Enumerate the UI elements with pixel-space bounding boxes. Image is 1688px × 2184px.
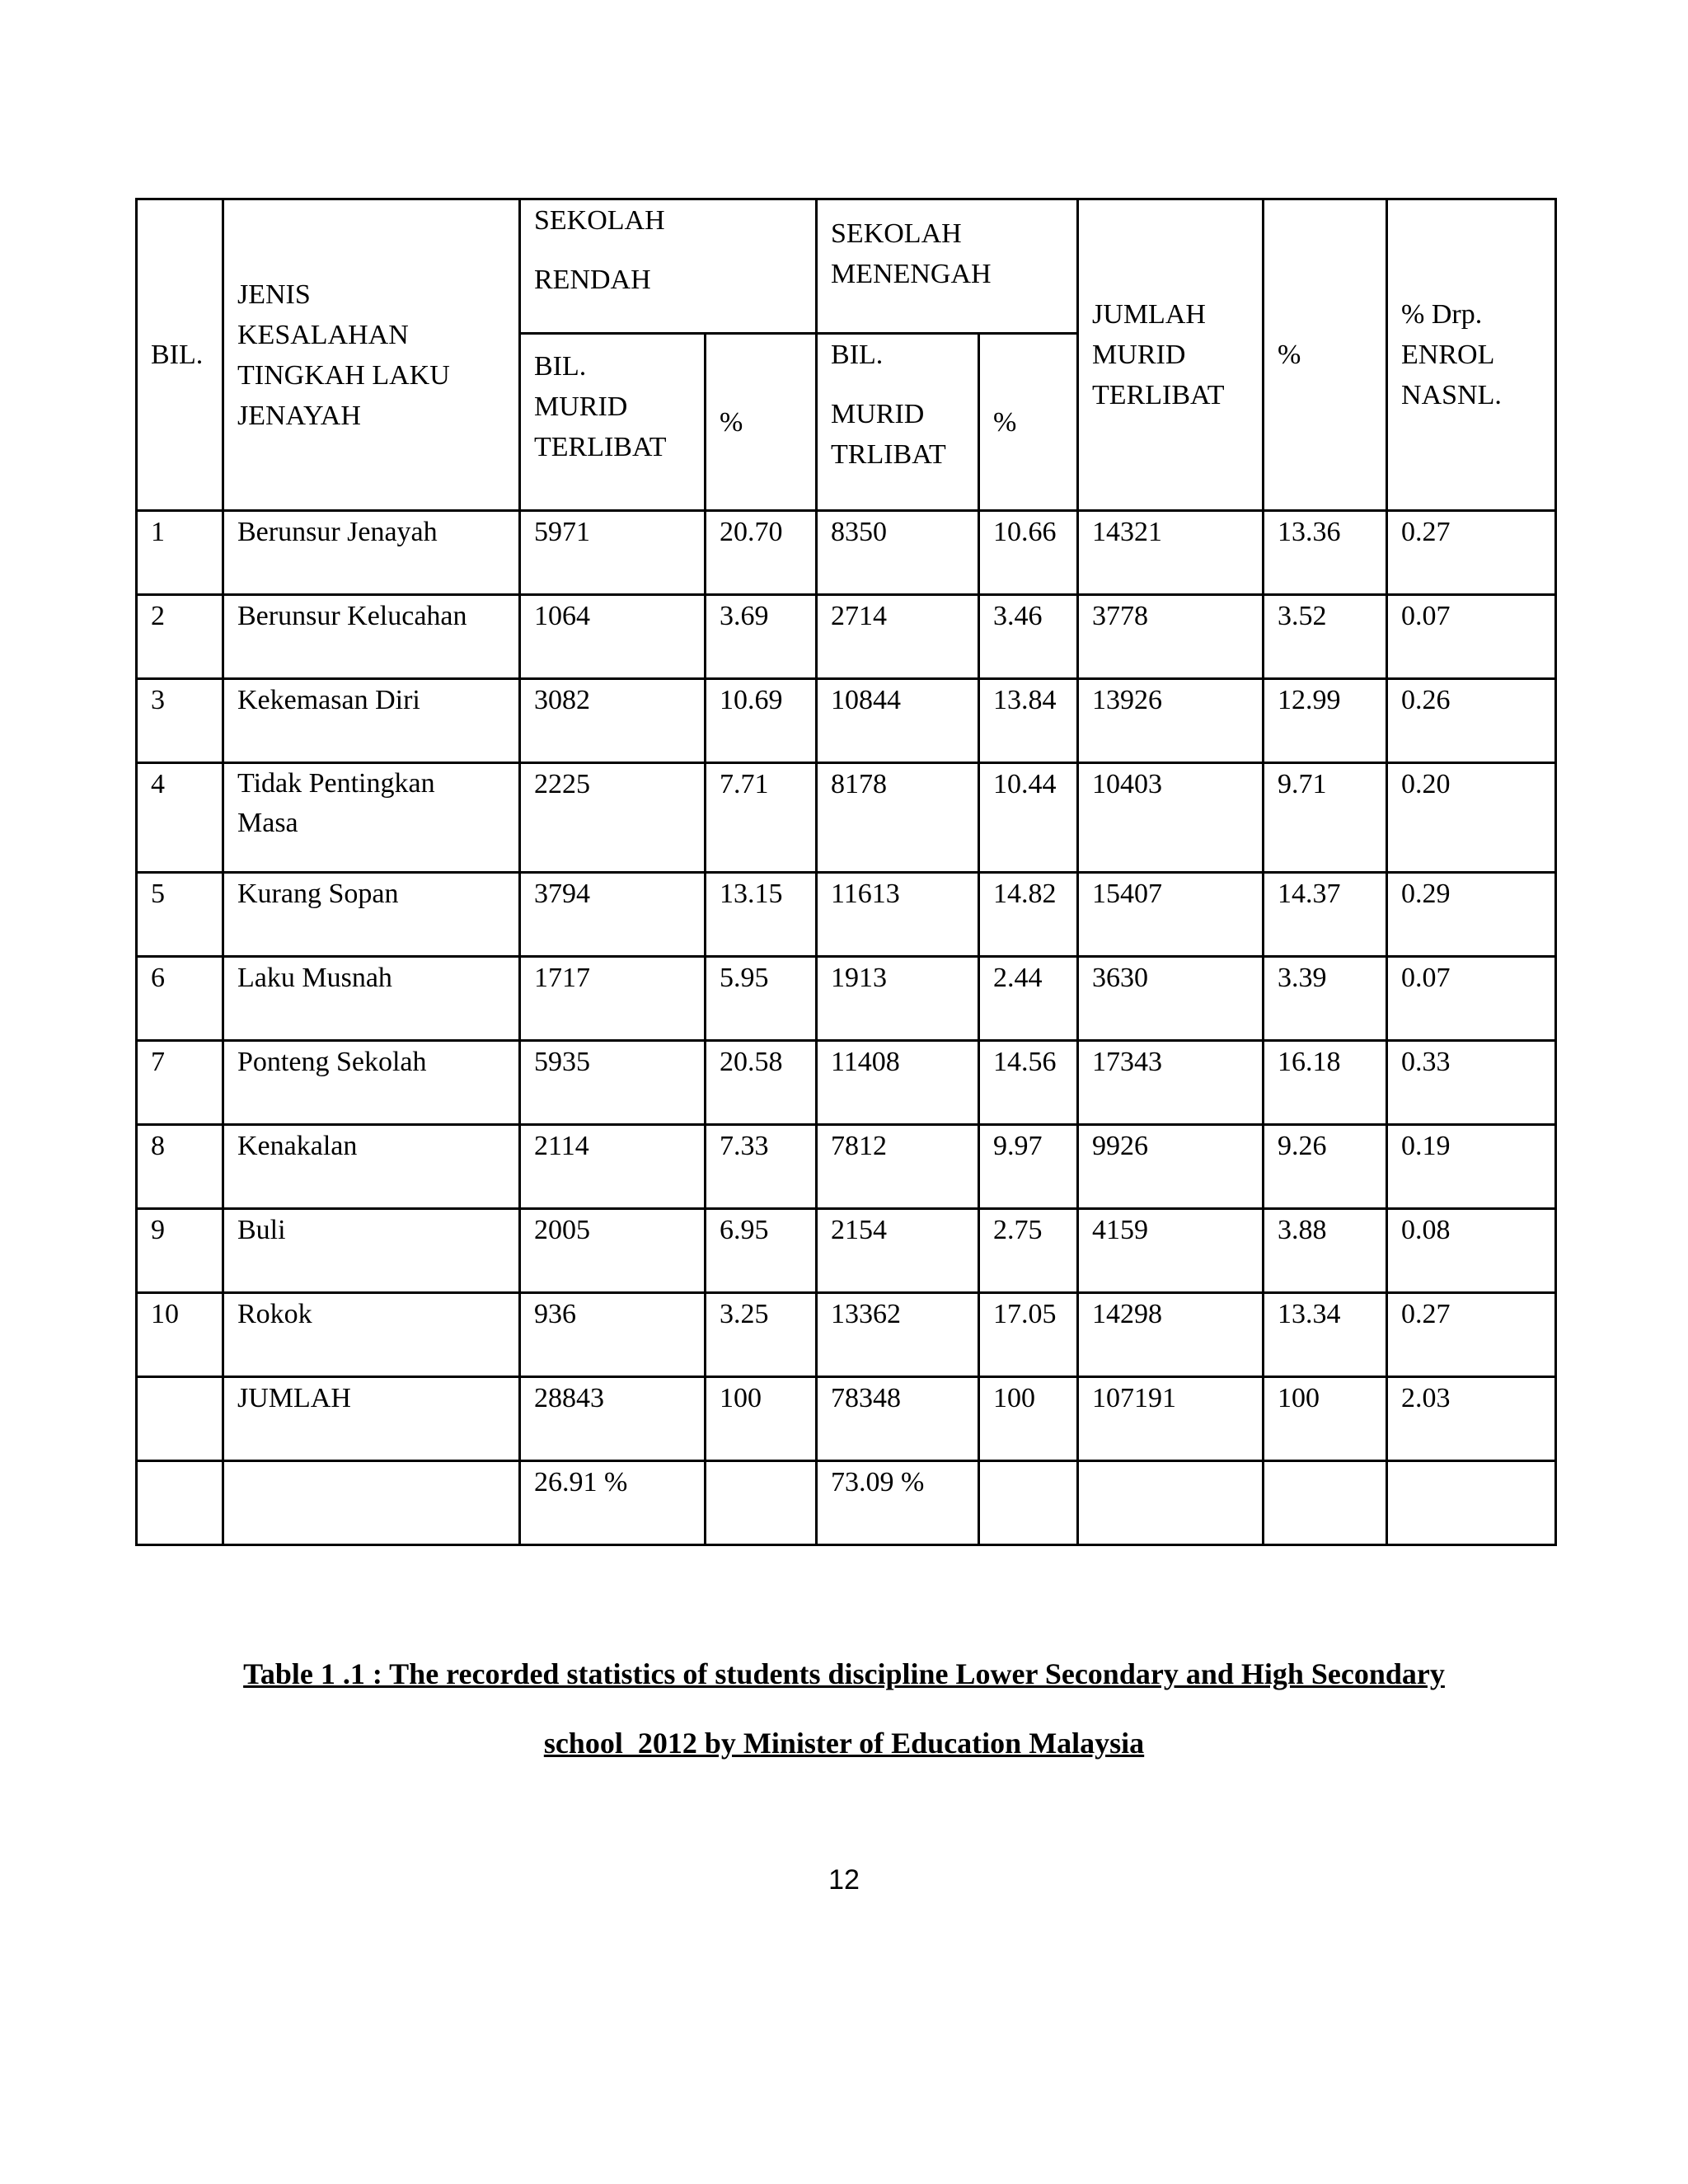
cell-pct: 3.88 (1264, 1209, 1387, 1293)
table-row (137, 1209, 1556, 1293)
cell-rendah-bil: 5935 (520, 1041, 706, 1125)
cell-jenis: Kekemasan Diri (223, 679, 520, 763)
cell-enrol: 0.08 (1387, 1209, 1556, 1293)
cell-empty (223, 1461, 520, 1545)
table-row (137, 957, 1556, 1041)
cell-pct: 3.52 (1264, 595, 1387, 679)
header-menengah-percent: % (979, 334, 1078, 511)
cell-pct: 100 (1264, 1377, 1387, 1461)
cell-rendah-bil: 1064 (520, 595, 706, 679)
cell-menengah-bil: 8178 (817, 763, 979, 873)
cell-empty (1264, 1461, 1387, 1545)
cell-bil: 10 (137, 1293, 223, 1377)
table-row (137, 763, 1556, 873)
table-row (137, 873, 1556, 957)
cell-menengah-bil: 11408 (817, 1041, 979, 1125)
cell-jenis: JUMLAH (223, 1377, 520, 1461)
cell-jenis: Kenakalan (223, 1125, 520, 1209)
cell-menengah-bil: 2154 (817, 1209, 979, 1293)
cell-rendah-bil: 1717 (520, 957, 706, 1041)
cell-rendah-pct: 10.69 (706, 679, 817, 763)
cell-pct: 13.36 (1264, 511, 1387, 595)
cell-pct: 16.18 (1264, 1041, 1387, 1125)
cell-rendah-bil: 5971 (520, 511, 706, 595)
total-row (137, 1377, 1556, 1461)
cell-jenis: Berunsur Jenayah (223, 511, 520, 595)
cell-jumlah: 3630 (1078, 957, 1264, 1041)
cell-menengah-pct: 10.44 (979, 763, 1078, 873)
cell-jenis: Laku Musnah (223, 957, 520, 1041)
cell-menengah-bil: 7812 (817, 1125, 979, 1209)
cell-menengah-bil: 78348 (817, 1377, 979, 1461)
cell-rendah-pct: 7.33 (706, 1125, 817, 1209)
cell-bil (137, 1377, 223, 1461)
table-row (137, 511, 1556, 595)
cell-enrol: 0.07 (1387, 957, 1556, 1041)
table-row (137, 679, 1556, 763)
header-jumlah-murid: JUMLAH MURID TERLIBAT (1078, 199, 1264, 511)
cell-rendah-share: 26.91 % (520, 1461, 706, 1545)
header-bil: BIL. (137, 199, 223, 511)
cell-menengah-pct: 2.75 (979, 1209, 1078, 1293)
cell-rendah-pct: 7.71 (706, 763, 817, 873)
cell-enrol: 0.33 (1387, 1041, 1556, 1125)
cell-menengah-bil: 11613 (817, 873, 979, 957)
cell-menengah-bil: 2714 (817, 595, 979, 679)
cell-bil: 4 (137, 763, 223, 873)
cell-jenis: Ponteng Sekolah (223, 1041, 520, 1125)
cell-menengah-pct: 14.56 (979, 1041, 1078, 1125)
cell-menengah-bil: 10844 (817, 679, 979, 763)
cell-menengah-pct: 9.97 (979, 1125, 1078, 1209)
cell-menengah-pct: 3.46 (979, 595, 1078, 679)
table-row (137, 595, 1556, 679)
cell-menengah-bil: 13362 (817, 1293, 979, 1377)
cell-jenis: Berunsur Kelucahan (223, 595, 520, 679)
cell-rendah-bil: 3082 (520, 679, 706, 763)
cell-rendah-bil: 936 (520, 1293, 706, 1377)
cell-pct: 9.26 (1264, 1125, 1387, 1209)
cell-rendah-pct: 3.25 (706, 1293, 817, 1377)
cell-enrol: 0.29 (1387, 873, 1556, 957)
cell-jumlah: 10403 (1078, 763, 1264, 873)
cell-enrol: 0.26 (1387, 679, 1556, 763)
cell-empty (1078, 1461, 1264, 1545)
cell-menengah-pct: 13.84 (979, 679, 1078, 763)
cell-jumlah: 3778 (1078, 595, 1264, 679)
cell-jumlah: 17343 (1078, 1041, 1264, 1125)
cell-enrol: 0.20 (1387, 763, 1556, 873)
cell-pct: 9.71 (1264, 763, 1387, 873)
cell-rendah-bil: 28843 (520, 1377, 706, 1461)
cell-rendah-bil: 2225 (520, 763, 706, 873)
cell-enrol: 0.27 (1387, 1293, 1556, 1377)
cell-bil: 5 (137, 873, 223, 957)
table-row (137, 1293, 1556, 1377)
cell-menengah-pct: 17.05 (979, 1293, 1078, 1377)
cell-jenis: Kurang Sopan (223, 873, 520, 957)
cell-enrol: 0.27 (1387, 511, 1556, 595)
cell-jumlah: 9926 (1078, 1125, 1264, 1209)
cell-rendah-bil: 3794 (520, 873, 706, 957)
cell-bil: 1 (137, 511, 223, 595)
cell-jenis: Rokok (223, 1293, 520, 1377)
cell-rendah-pct: 20.70 (706, 511, 817, 595)
cell-bil: 8 (137, 1125, 223, 1209)
cell-menengah-share: 73.09 % (817, 1461, 979, 1545)
cell-menengah-pct: 2.44 (979, 957, 1078, 1041)
cell-menengah-bil: 8350 (817, 511, 979, 595)
cell-jumlah: 14298 (1078, 1293, 1264, 1377)
share-row (137, 1461, 1556, 1545)
cell-jumlah: 13926 (1078, 679, 1264, 763)
header-percent: % (1264, 199, 1387, 511)
table-row (137, 1125, 1556, 1209)
header-sekolah-menengah: SEKOLAH MENENGAH (817, 199, 1078, 334)
page-number: 12 (828, 1864, 860, 1896)
cell-jumlah: 107191 (1078, 1377, 1264, 1461)
cell-rendah-pct: 100 (706, 1377, 817, 1461)
cell-jumlah: 14321 (1078, 511, 1264, 595)
cell-empty (1387, 1461, 1556, 1545)
header-jenis-kesalahan: JENIS KESALAHAN TINGKAH LAKU JENAYAH (223, 199, 520, 511)
cell-menengah-pct: 100 (979, 1377, 1078, 1461)
cell-pct: 3.39 (1264, 957, 1387, 1041)
cell-rendah-pct: 20.58 (706, 1041, 817, 1125)
cell-menengah-pct: 10.66 (979, 511, 1078, 595)
cell-menengah-bil: 1913 (817, 957, 979, 1041)
cell-rendah-pct: 3.69 (706, 595, 817, 679)
cell-pct: 13.34 (1264, 1293, 1387, 1377)
cell-rendah-pct: 6.95 (706, 1209, 817, 1293)
cell-pct: 12.99 (1264, 679, 1387, 763)
cell-jumlah: 4159 (1078, 1209, 1264, 1293)
discipline-statistics-table (135, 198, 1557, 1546)
cell-empty (706, 1461, 817, 1545)
header-rendah-bil-murid: BIL. MURID TERLIBAT (520, 334, 706, 511)
table-caption-line-2: school 2012 by Minister of Education Malaysia (543, 1727, 1145, 1760)
cell-enrol: 0.07 (1387, 595, 1556, 679)
cell-pct: 14.37 (1264, 873, 1387, 957)
cell-empty (137, 1461, 223, 1545)
cell-bil: 6 (137, 957, 223, 1041)
cell-rendah-pct: 13.15 (706, 873, 817, 957)
table-row (137, 1041, 1556, 1125)
cell-bil: 7 (137, 1041, 223, 1125)
cell-jumlah: 15407 (1078, 873, 1264, 957)
header-sekolah-rendah: SEKOLAH RENDAH (520, 199, 817, 334)
cell-rendah-pct: 5.95 (706, 957, 817, 1041)
cell-empty (979, 1461, 1078, 1545)
cell-enrol: 2.03 (1387, 1377, 1556, 1461)
header-menengah-bil-murid: BIL. MURID TRLIBAT (817, 334, 979, 511)
cell-rendah-bil: 2005 (520, 1209, 706, 1293)
cell-enrol: 0.19 (1387, 1125, 1556, 1209)
table-caption-line-1: Table 1 .1 : The recorded statistics of students discipline Lower Secondary and High Secondary (243, 1657, 1445, 1690)
cell-jenis: Tidak Pentingkan Masa (223, 763, 520, 873)
cell-bil: 9 (137, 1209, 223, 1293)
header-enrol-nasional: % Drp. ENROL NASNL. (1387, 199, 1556, 511)
cell-bil: 2 (137, 595, 223, 679)
cell-bil: 3 (137, 679, 223, 763)
cell-menengah-pct: 14.82 (979, 873, 1078, 957)
header-rendah-percent: % (706, 334, 817, 511)
cell-rendah-bil: 2114 (520, 1125, 706, 1209)
cell-jenis: Buli (223, 1209, 520, 1293)
